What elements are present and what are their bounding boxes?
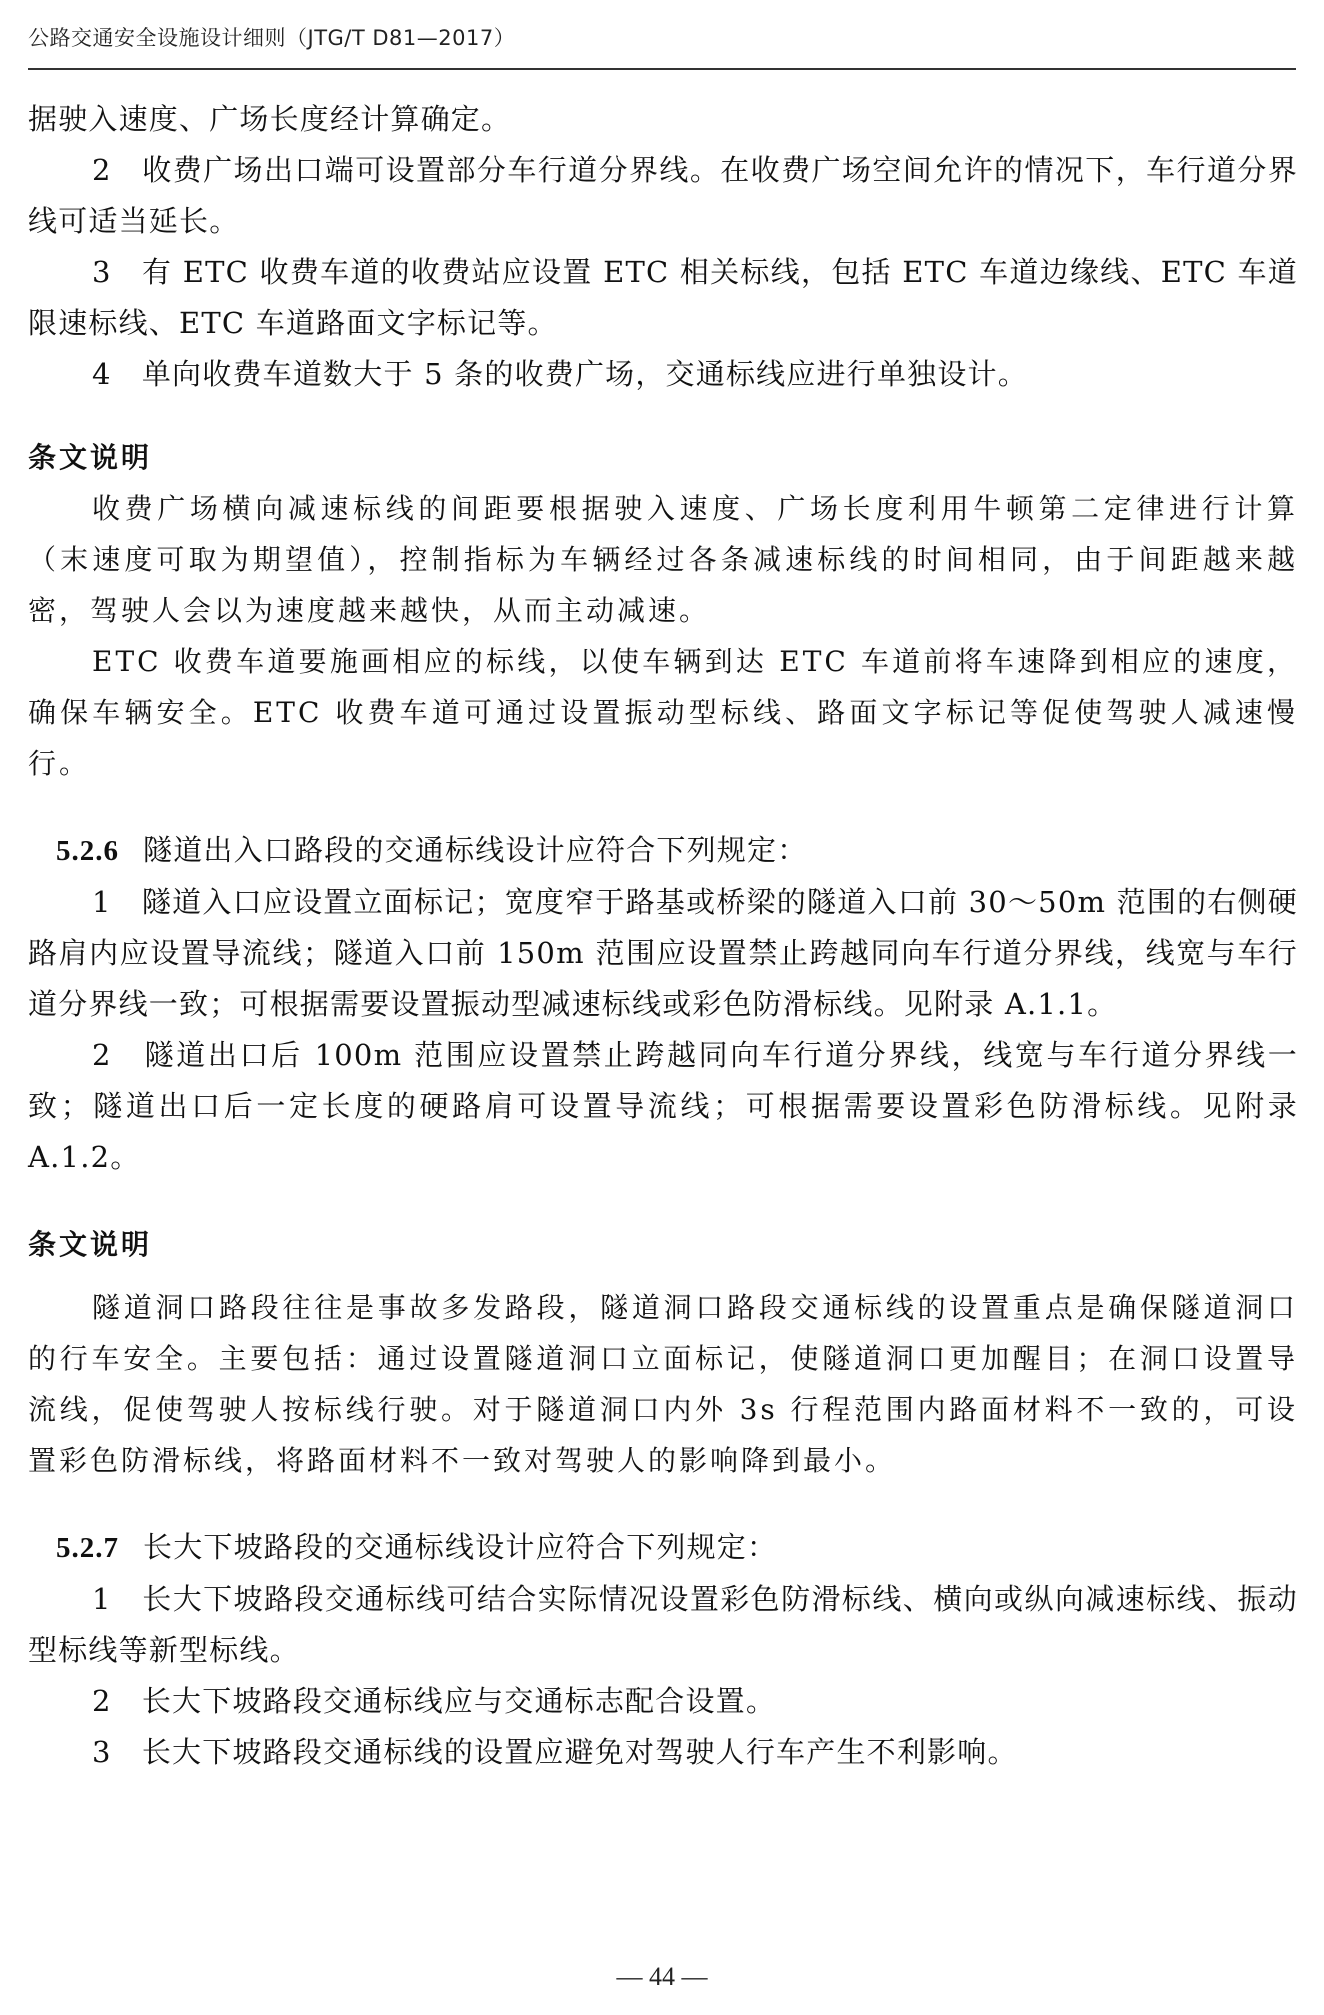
spacer — [28, 1486, 1298, 1522]
explanation-heading: 条文说明 — [28, 1228, 153, 1261]
spacer — [28, 400, 1298, 432]
explanation-heading: 条文说明 — [28, 441, 153, 474]
clause-number: 5.2.6 — [56, 835, 119, 867]
paragraph-continuation: 据驶入速度、广场长度经计算确定。 — [28, 102, 512, 136]
spacer — [28, 1183, 1298, 1219]
running-header: 公路交通安全设施设计细则（JTG/T D81—2017） — [28, 26, 516, 50]
explanation-paragraph: ETC 收费车道要施画相应的标线，以使车辆到达 ETC 车道前将车速降到相应的速度，确保车辆安全。ETC 收费车道可通过设置振动型标线、路面文字标记等促使驾驶人减速慢行。 — [28, 645, 1298, 780]
clause-heading-5-2-7 — [28, 1522, 1298, 1574]
page-body — [28, 94, 1298, 1778]
list-item-1: 1 长大下坡路段交通标线可结合实际情况设置彩色防滑标线、横向或纵向减速标线、振动型标线等新型标线。 — [28, 1582, 1298, 1667]
list-item-1: 1 隧道入口应设置立面标记；宽度窄于路基或桥梁的隧道入口前 30～50m 范围的右侧硬路肩内应设置导流线；隧道入口前 150m 范围应设置禁止跨越同向车行道分界线，线宽与车行道分界线一致；可根据需要设置振动型减速标线或彩色防滑标线。见附录 A.1.1。 — [28, 885, 1298, 1021]
list-item-2: 2 收费广场出口端可设置部分车行道分界线。在收费广场空间允许的情况下，车行道分界线可适当延长。 — [28, 153, 1298, 238]
list-item-4: 4 单向收费车道数大于 5 条的收费广场，交通标线应进行单独设计。 — [92, 357, 1028, 391]
clause-title: 长大下坡路段的交通标线设计应符合下列规定： — [143, 1530, 778, 1564]
page-number: — 44 — — [616, 1962, 708, 1991]
list-item-3: 3 有 ETC 收费车道的收费站应设置 ETC 相关标线，包括 ETC 车道边缘线、ETC 车道限速标线、ETC 车道路面文字标记等。 — [28, 255, 1298, 340]
header-rule — [28, 68, 1296, 70]
spacer — [28, 1270, 1298, 1282]
list-item-2: 2 隧道出口后 100m 范围应设置禁止跨越同向车行道分界线，线宽与车行道分界线一致；隧道出口后一定长度的硬路肩可设置导流线；可根据需要设置彩色防滑标线。见附录 A.1.2。 — [28, 1038, 1298, 1174]
explanation-paragraph: 隧道洞口路段往往是事故多发路段，隧道洞口路段交通标线的设置重点是确保隧道洞口的行车安全。主要包括：通过设置隧道洞口立面标记，使隧道洞口更加醒目；在洞口设置导流线，促使驾驶人按标线行驶。对于隧道洞口内外 3s 行程范围内路面材料不一致的，可设置彩色防滑标线，将路面材料不一致对驾驶人的影响降到最小。 — [28, 1291, 1298, 1477]
list-item-2: 2 长大下坡路段交通标线应与交通标志配合设置。 — [92, 1684, 777, 1718]
list-item-3: 3 长大下坡路段交通标线的设置应避免对驾驶人行车产生不利影响。 — [92, 1735, 1018, 1769]
spacer — [28, 789, 1298, 825]
clause-number: 5.2.7 — [56, 1532, 119, 1564]
clause-title: 隧道出入口路段的交通标线设计应符合下列规定： — [143, 833, 808, 867]
explanation-paragraph: 收费广场横向减速标线的间距要根据驶入速度、广场长度利用牛顿第二定律进行计算（末速度可取为期望值），控制指标为车辆经过各条减速标线的时间相同，由于间距越来越密，驾驶人会以为速度越来越快，从而主动减速。 — [28, 492, 1298, 627]
clause-heading-5-2-6 — [28, 825, 1298, 877]
